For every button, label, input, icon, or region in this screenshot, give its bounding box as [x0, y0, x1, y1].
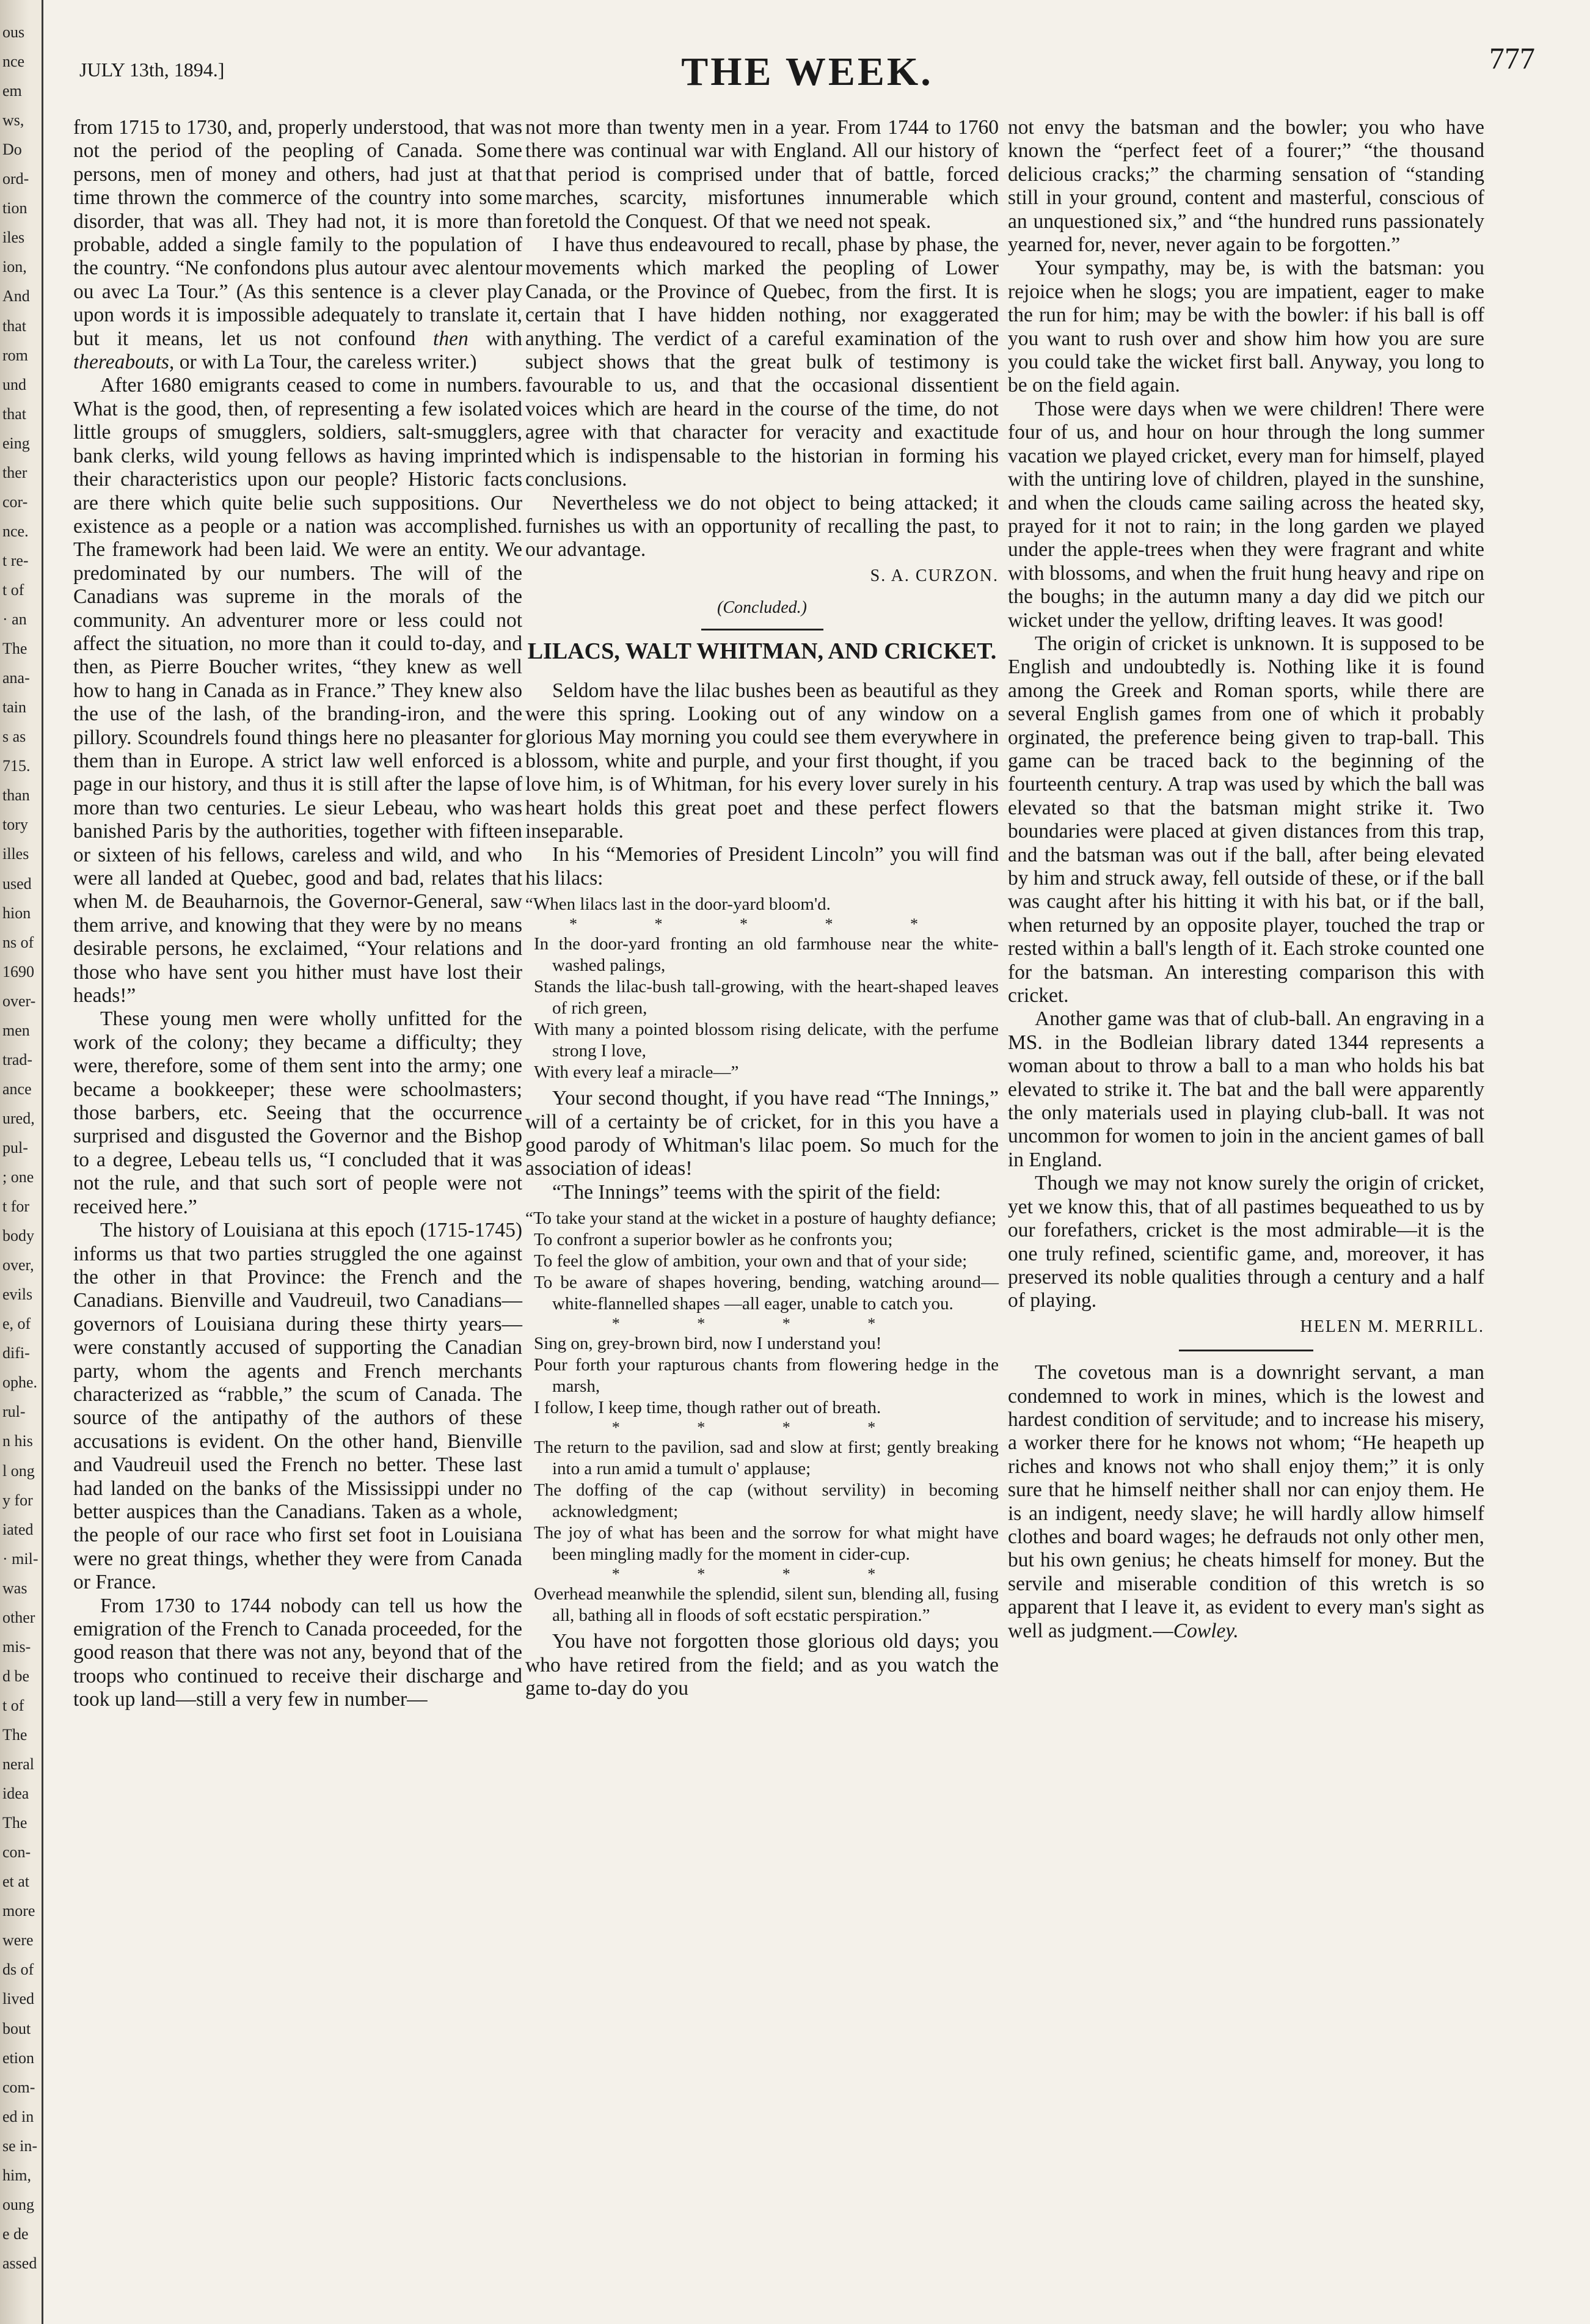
gutter-text-fragment: ance	[2, 1080, 32, 1098]
gutter-text-fragment: rom	[2, 346, 28, 364]
paragraph: In his “Memories of President Lincoln” you will find his lilacs:	[525, 843, 999, 890]
poem-line: Stands the lilac-bush tall-growing, with the heart-shaped leaves of rich green,	[534, 977, 999, 1018]
poem-separator: * * * *	[611, 1419, 913, 1437]
gutter-text-fragment: ophe.	[2, 1373, 38, 1392]
gutter-text-fragment: idea	[2, 1785, 29, 1803]
gutter-text-fragment: t re-	[2, 551, 29, 569]
gutter-text-fragment: em	[2, 82, 22, 100]
gutter-text-fragment: than	[2, 786, 30, 805]
paragraph: Seldom have the lilac bushes been as beautiful as they were this spring. Looking out of any window on a glorious May morning you could see them everywhere in blossom, white and purple, and your first thought, if you love him, is of Whitman, for his every lover surely in his heart holds this great poet and these perfect flowers inseparable.	[525, 679, 999, 842]
paragraph: After 1680 emigrants ceased to come in numbers. What is the good, then, of representing a few isolated little groups of smugglers, soldiers, salt-smugglers, bank clerks, wild young fellows as having imprinted their characteristics upon our people? Historic facts are there which quite belie such suppositions. Our existence as a people or a nation was accomplished. The framework had been laid. We were an entity. We predominated by our numbers. The will of the Canadians was supreme in the morals of the community. An adventurer more or less could not affect the situation, no more than it could to-day, and then, as Pierre Boucher writes, “they knew as well how to hang in Canada as in France.” They knew also the use of the lash, of the branding-iron, and the pillory. Scoundrels found things here no pleasanter for them than in Europe. A strict law well enforced is a page in our history, and thus it is still after the lapse of more than two centuries. Le sieur Lebeau, who was banished Paris by the authorities, together with fifteen or sixteen of his fellows, careless and wild, and who were all landed at Quebec, good and bad, relates that when M. de Beauharnois, the Governor-General, saw them arrive, and knowing that they were by no means desirable persons, he exclaimed, “Your relations and those who have sent you hither must have lost their heads!”	[73, 374, 522, 1007]
section-divider	[701, 629, 823, 630]
paragraph: From 1730 to 1744 nobody can tell us how the emigration of the French to Canada proceeded, for the good reason that there was not any, beyond that of the troops who continued to receive their discharge and took up land—still a very few in number—	[73, 1594, 522, 1711]
poem-line: “When lilacs last in the door-yard bloom'd.	[525, 894, 831, 915]
gutter-text-fragment: The	[2, 1726, 27, 1744]
gutter-text-fragment: The	[2, 1814, 27, 1832]
gutter-text-fragment: pul-	[2, 1138, 28, 1157]
paragraph: Nevertheless we do not object to being attacked; it furnishes us with an opportunity of recalling the past, to our advantage.	[525, 491, 999, 561]
gutter-text-fragment: Do	[2, 141, 22, 159]
paragraph: You have not forgotten those glorious old days; you who have retired from the field; and as you watch the game to-day do you	[525, 1630, 999, 1700]
gutter-text-fragment: etion	[2, 2048, 34, 2067]
paragraph: These young men were wholly unfitted for the work of the colony; they became a difficulty; they were, therefore, some of them sent into the army; one became a bookkeeper; these were schoolmasters; those barbers, etc. Seeing that the occurrence surprised and disgusted the Governor and the Bishop to a degree, Lebeau tells us, “I concluded that it was not the rule, and that such sort of people were not received here.”	[73, 1007, 522, 1218]
gutter-text-fragment: ther	[2, 463, 27, 481]
poem-line: To confront a superior bowler as he confronts you;	[534, 1230, 893, 1250]
gutter-text-fragment: over,	[2, 1256, 34, 1274]
gutter-text-fragment: ous	[2, 23, 25, 41]
gutter-text-fragment: ana-	[2, 669, 30, 687]
paragraph: Your second thought, if you have read “The Innings,” will of a certainty be of cricket, for in this you have a good parody of Whitman's lilac poem. So much for the association of ideas!	[525, 1087, 999, 1180]
poem-separator: * * * *	[611, 1315, 913, 1333]
paragraph: The origin of cricket is unknown. It is supposed to be English and undoubtedly is. Nothing like it is found among the Greek and Roman sports, while there are several English games from one of which it probably orginated, the preference being given to trap-ball. This game can be traced back to the beginning of the fourteenth century. A trap was used by which the ball was elevated so that the batsman might strike it. Two boundaries were placed at given distances from this trap, and the batsman was out if the ball, after being elevated by him and struck away, fell outside of these, or if the ball was caught after his hitting it with his bat, or if the ball, when returned by an opposite player, touched the trap or rested within a ball's length of it. Each stroke counted one for the batsman. An interesting comparison this with cricket.	[1008, 632, 1484, 1007]
gutter-text-fragment: und	[2, 375, 26, 393]
column-1	[73, 116, 522, 1712]
gutter-text-fragment: d be	[2, 1667, 30, 1685]
gutter-text-fragment: over-	[2, 992, 36, 1010]
page-number: 777	[1489, 41, 1535, 75]
paragraph: Another game was that of club-ball. An engraving in a MS. in the Bodleian library dated 1344 represents a woman about to throw a ball to a man who holds his bat elevated to strike it. The bat and the ball were apparently the only materials used in playing club-ball. It was not uncommon for women to join in the ancient games of ball in England.	[1008, 1007, 1484, 1171]
poem-separator: * * * *	[611, 1565, 913, 1584]
gutter-text-fragment: ds of	[2, 1960, 34, 1979]
poem-line: “To take your stand at the wicket in a posture of haughty defiance;	[525, 1208, 997, 1229]
gutter-text-fragment: tory	[2, 816, 28, 834]
poem-line: To feel the glow of ambition, your own and that of your side;	[534, 1251, 968, 1271]
gutter-text-fragment: e de	[2, 2224, 29, 2243]
gutter-text-fragment: The	[2, 640, 27, 658]
paragraph: I have thus endeavoured to recall, phase by phase, the movements which marked the peopling of Lower Canada, or the Province of Quebec, from the first. It is certain that I have hidden nothing, nor exaggerated anything. The verdict of a careful examination of the subject shows that the great bulk of testimony is favourable to us, and that the occasional dissentient voices which are heard in the course of the time, do not agree with that character for veracity and exactitude which is indispensable to the historian in forming his conclusions.	[525, 233, 999, 491]
gutter-text-fragment: tion	[2, 199, 27, 217]
issue-date: JULY 13th, 1894.]	[79, 59, 225, 81]
gutter-text-fragment: t for	[2, 1197, 30, 1216]
gutter-text-fragment: men	[2, 1021, 30, 1039]
paragraph: Your sympathy, may be, is with the batsman: you rejoice when he slogs; you are impatient, eager to make the run for him; may be with the bowler: if his ball is off you want to rush over and show him how you are sure you could take the wicket first ball. Anyway, you long to be on the field again.	[1008, 257, 1484, 397]
gutter-text-fragment: nce	[2, 53, 25, 71]
gutter-text-fragment: was	[2, 1579, 27, 1597]
gutter-text-fragment: rul-	[2, 1403, 26, 1421]
article-title: LILACS, WALT WHITMAN, AND CRICKET.	[527, 638, 997, 664]
gutter-text-fragment: se in-	[2, 2136, 38, 2155]
publication-title: THE WEEK.	[681, 49, 933, 94]
poem-line: I follow, I keep time, though rather out of breath.	[534, 1398, 881, 1418]
gutter-text-fragment: mis-	[2, 1637, 31, 1656]
gutter-text-fragment: more	[2, 1902, 35, 1920]
gutter-text-fragment: et at	[2, 1873, 30, 1891]
author-signature: S. A. CURZON.	[870, 566, 999, 585]
adjacent-page-gutter	[0, 0, 43, 2324]
gutter-text-fragment: evils	[2, 1285, 33, 1304]
poem-line: Sing on, grey-brown bird, now I understand you!	[534, 1334, 882, 1354]
gutter-text-fragment: neral	[2, 1755, 34, 1774]
gutter-text-fragment: And	[2, 287, 30, 305]
gutter-text-fragment: com-	[2, 2078, 35, 2096]
poem-line: To be aware of shapes hovering, bending, watching around—white-flannelled shapes —all eager, unable to catch you.	[534, 1273, 999, 1314]
poem-line: The doffing of the cap (without servility) in becoming acknowledgment;	[534, 1480, 999, 1522]
gutter-text-fragment: body	[2, 1227, 34, 1245]
gutter-text-fragment: s as	[2, 728, 26, 746]
gutter-text-fragment: ; one	[2, 1168, 34, 1186]
poem-line: Pour forth your rapturous chants from flowering hedge in the marsh,	[534, 1355, 999, 1397]
paragraph: not envy the batsman and the bowler; you who have known the “perfect feet of a fourer;” “the thousand delicious cracks;” the charming sensation of “standing still in your ground, content and masterful, conscious of an unquestioned six,” and “the hundred runs passionately yearned for, never, never again to be forgotten.”	[1008, 116, 1484, 257]
gutter-text-fragment: used	[2, 874, 32, 893]
gutter-text-fragment: y for	[2, 1491, 33, 1509]
gutter-text-fragment: that	[2, 316, 26, 335]
gutter-text-fragment: l ong	[2, 1461, 35, 1480]
gutter-text-fragment: cor-	[2, 492, 28, 511]
gutter-text-fragment: other	[2, 1608, 35, 1626]
author-signature: HELEN M. MERRILL.	[1300, 1317, 1484, 1336]
paragraph: from 1715 to 1730, and, properly understood, that was not the period of the peopling of Canada. Some persons, men of money and others, had just at that time thrown the commerce of the country into some disorder, that was all. They had not, it is more than probable, added a single family to the population of the country. “Ne confondons plus autour avec alentour ou avec La Tour.” (As this sentence is a clever play upon words it is impossible adequately to translate it, but it means, let us not confound then with thereabouts, or with La Tour, the careless writer.)	[73, 116, 523, 374]
gutter-text-fragment: bout	[2, 2019, 31, 2037]
gutter-text-fragment: illes	[2, 845, 29, 863]
gutter-text-fragment: assed	[2, 2254, 37, 2272]
gutter-text-fragment: trad-	[2, 1050, 33, 1069]
paragraph: not more than twenty men in a year. From 1744 to 1760 there was continual war with England. All our history of that period is comprised under that of battle, forced marches, scarcity, misfortunes innumerable which foretold the Conquest. Of that we need not speak.	[525, 116, 999, 233]
gutter-text-fragment: e, of	[2, 1315, 31, 1333]
gutter-text-fragment: nce.	[2, 522, 29, 540]
poem-line: The return to the pavilion, sad and slow at first; gently breaking into a run amid a tumult o' applause;	[534, 1438, 999, 1479]
gutter-text-fragment: n his	[2, 1432, 33, 1450]
page-header	[73, 37, 1541, 110]
gutter-text-fragment: ns of	[2, 933, 34, 951]
poem-line: With many a pointed blossom rising delicate, with the perfume strong I love,	[534, 1020, 999, 1061]
paragraph: Though we may not know surely the origin of cricket, yet we know this, that of all pastimes bequeathed to us by our forefathers, cricket is the most admirable—it is the one truly refined, scientific game, and, moreover, it has preserved its noble qualities through a century and a half of playing.	[1008, 1172, 1484, 1312]
poem-line: The joy of what has been and the sorrow for what might have been mingling madly for the moment in cider-cup.	[534, 1523, 999, 1565]
gutter-text-fragment: iated	[2, 1520, 34, 1538]
poem-line: Overhead meanwhile the splendid, silent sun, blending all, fusing all, bathing all in floods of soft ecstatic perspiration.”	[534, 1584, 999, 1626]
gutter-text-fragment: lived	[2, 1990, 34, 2008]
gutter-text-fragment: ord-	[2, 170, 29, 188]
gutter-text-fragment: ws,	[2, 111, 24, 130]
gutter-text-fragment: · mil-	[2, 1549, 38, 1568]
gutter-text-fragment: 1690	[2, 962, 34, 981]
gutter-text-fragment: ed in	[2, 2107, 34, 2125]
gutter-text-fragment: iles	[2, 228, 25, 247]
gutter-text-fragment: oung	[2, 2195, 34, 2213]
column-3	[1008, 116, 1484, 1643]
gutter-text-fragment: ured,	[2, 1109, 35, 1127]
concluded-note: (Concluded.)	[717, 598, 807, 618]
gutter-text-fragment: con-	[2, 1843, 31, 1862]
poem-separator: * * * * *	[569, 915, 955, 934]
gutter-text-fragment: 715.	[2, 757, 31, 775]
gutter-text-fragment: t of	[2, 1696, 24, 1714]
gutter-text-fragment: t of	[2, 580, 24, 599]
paragraph: Those were days when we were children! There were four of us, and hour on hour through the long summer vacation we played cricket, every man for himself, played with the untiring love of children, played in the sunshine, and when the clouds came sailing across the heated sky, prayed for it not to rain; in the long garden we played under the apple-trees when they were fragrant and white with blossoms, and when the fruit hung heavy and ripe on the boughs; in the autumn many a day did we pitch our wicket under the yellow, drifting leaves. It was good!	[1008, 397, 1484, 632]
gutter-text-fragment: eing	[2, 434, 30, 452]
gutter-text-fragment: him,	[2, 2166, 31, 2184]
section-divider	[1179, 1350, 1313, 1351]
column-2	[525, 116, 999, 1700]
poem-line: With every leaf a miracle—”	[534, 1062, 739, 1083]
gutter-text-fragment: that	[2, 404, 26, 423]
gutter-text-fragment: tain	[2, 698, 26, 717]
gutter-text-fragment: hion	[2, 904, 31, 922]
gutter-text-fragment: · an	[2, 610, 27, 629]
gutter-text-fragment: difi-	[2, 1344, 30, 1362]
poem-excerpt-innings	[525, 1208, 999, 1626]
paragraph: The history of Louisiana at this epoch (1715-1745) informs us that two parties struggled the one against the other in that Province: the French and the Canadians. Bienville and Vaudreuil, two Canadians—governors of Louisiana during these thirty years—were constantly accused of supporting the Canadian party, whom the agents and French merchants characterized as “rabble,” the scum of Canada. The source of the antipathy of the authors of these accusations is evident. On the other hand, Bienville and Vaudreuil used the French no better. These last had landed on the banks of the Mississippi under no better auspices than the Canadians. Taken as a whole, the people of our race who first set foot in Louisiana were no great things, whether they were from Canada or France.	[73, 1219, 522, 1594]
paragraph: The covetous man is a downright servant, a man condemned to work in mines, which is the lowest and hardest condition of servitude; and to increase his misery, a worker there for he knows not whom; “He heapeth up riches and knows not who shall enjoy them;” it is only sure that he himself neither shall nor can enjoy them. He is an indigent, needy slave; he will hardly allow himself clothes and board wages; he defrauds not only other men, but his own genius; he cheats himself for money. But the servile and miserable condition of this wretch is so apparent that I leave it, as evident to every man's sight as well as judgment.—Cowley.	[1008, 1361, 1484, 1642]
paragraph: “The Innings” teems with the spirit of the field:	[552, 1180, 941, 1204]
gutter-text-fragment: were	[2, 1931, 34, 1949]
gutter-text-fragment: ion,	[2, 258, 27, 276]
poem-line: In the door-yard fronting an old farmhouse near the white-washed palings,	[534, 934, 999, 976]
poem-excerpt-lilacs	[525, 894, 999, 1083]
